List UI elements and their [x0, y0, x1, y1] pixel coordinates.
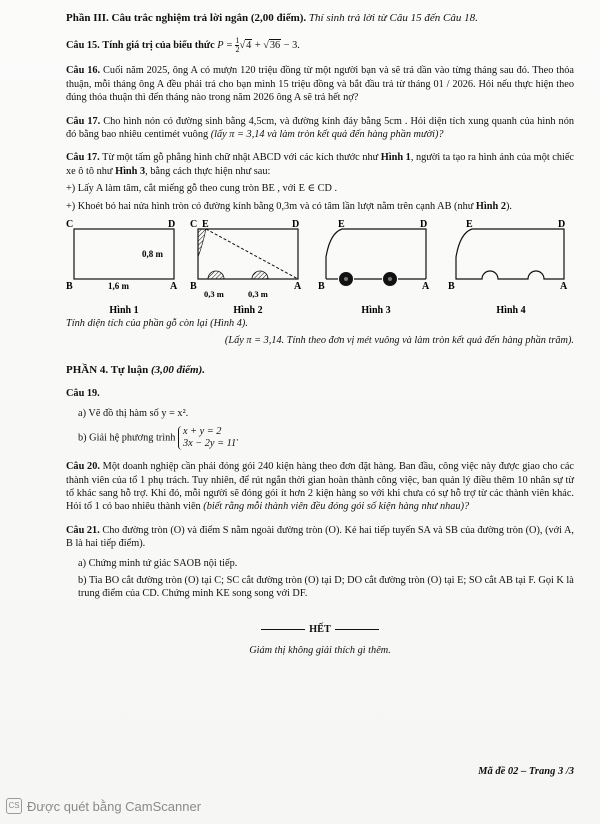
caption-2: Hình 2: [233, 305, 263, 317]
svg-text:B: B: [448, 281, 455, 293]
label-a: A: [170, 281, 178, 293]
svg-text:B: B: [190, 281, 197, 293]
label-width: 1,6 m: [108, 281, 129, 292]
question-17-note: (Lấy π = 3,14. Tính theo đơn vị mét vuông và làm tròn kết quả đến hàng phần trăm).: [224, 335, 574, 347]
svg-text:E: E: [466, 219, 473, 231]
caption-4: Hình 4: [496, 305, 526, 317]
figure-3: [316, 217, 436, 317]
label-d: D: [168, 219, 176, 231]
caption-3: Hình 3: [361, 305, 391, 317]
svg-text:C: C: [190, 219, 198, 231]
step-1: +) Lấy A làm tâm, cắt miếng gỗ theo cung tròn BE , với E ∈ CD .: [66, 183, 338, 195]
svg-text:B: B: [318, 281, 325, 293]
camscanner-icon: CS: [6, 798, 22, 814]
camscanner-watermark: CS Được quét bằng CamScanner: [6, 798, 201, 814]
half-circle-right: [252, 271, 268, 279]
caption-1: Hình 1: [109, 305, 139, 317]
fraction: $\frac{1}{2}$: [235, 36, 240, 55]
question-17-ask: Tính diện tích của phần gỗ còn lại (Hình 4).: [66, 318, 248, 330]
figure-4: [446, 217, 576, 317]
label-b: B: [66, 281, 73, 293]
label-c: C: [66, 219, 74, 231]
question-15: Câu 15. Tính giá trị của biểu thức P = $\frac{1}{2}$ √4 + √36 − 3.: [66, 36, 300, 55]
invigilator-note: Giám thị không giải thích gì thêm.: [249, 645, 391, 657]
part3-heading: Phần III. Câu trắc nghiệm trả lời ngắn (2,00 điểm). Thí sinh trả lời từ Câu 15 đến Câu 18.: [66, 12, 478, 24]
equation-system: x + y = 2 3x − 2y = 11: [178, 426, 236, 450]
question-17-wood: Câu 17. Từ một tấm gỗ phẳng hình chữ nhật ABCD với các kích thước như Hình 1, người ta tạo ra hình ảnh của một chiếc xe ô tô như Hình 3, bằng cách thực hiện như sau:: [66, 152, 575, 177]
step-2: +) Khoét bỏ hai nửa hình tròn có đường kính bằng 0,3m và có tâm lần lượt nằm trên cạnh AB (như Hình 2).: [66, 200, 512, 212]
svg-text:E: E: [338, 219, 345, 231]
car-body: [326, 229, 426, 279]
question-19-a: a) Vẽ đồ thị hàm số y = x².: [78, 407, 189, 419]
label-height: 0,8 m: [142, 249, 163, 260]
question-21: Câu 21. Cho đường tròn (O) và điểm S nằm ngoài đường tròn (O). Kẻ hai tiếp tuyến SA và SB của đường tròn (O), (với A, B là hai tiếp điểm).: [66, 524, 574, 550]
svg-text:E: E: [202, 219, 209, 231]
svg-text:A: A: [560, 281, 568, 293]
svg-text:D: D: [292, 219, 300, 231]
end-marker: HẾT: [66, 623, 574, 636]
svg-text:0,3 m: 0,3 m: [248, 289, 268, 300]
svg-text:0,3 m: 0,3 m: [204, 289, 224, 300]
part4-heading: PHẦN 4. Tự luận (3,00 điểm).: [66, 363, 206, 376]
svg-text:A: A: [422, 281, 430, 293]
svg-text:D: D: [420, 219, 428, 231]
question-19-b: b) Giải hệ phương trình x + y = 2 3x − 2y = 11 .: [78, 426, 239, 450]
figures-row: [66, 217, 574, 317]
figure-2: [188, 217, 308, 317]
svg-text:A: A: [294, 281, 302, 293]
question-21-a: a) Chứng minh tứ giác SAOB nội tiếp.: [78, 557, 238, 569]
svg-text:D: D: [558, 219, 566, 231]
page-footer: Mã đề 02 – Trang 3 /3: [478, 766, 574, 777]
question-20: Câu 20. Một doanh nghiệp cần phải đóng gói 240 kiện hàng theo đơn đặt hàng. Ban đầu, công việc này được giao cho các thành viên của tổ 1 phụ trách. Tuy nhiên, để rút ngắn thời gian hoàn thành công việc, ban quản lý điều thêm 10 nhân sự từ tổ khác sang hỗ trợ. Khi đó, mỗi người sẽ đóng gói ít hơn 2 kiện hàng so với khi chưa có sự hỗ trợ từ các thành viên khác. Hỏi tổ 1 có bao nhiêu thành viên (biết rằng mỗi thành viên đều đóng gói số kiện hàng như nhau)?: [66, 461, 574, 513]
question-17-cone: Câu 17. Cho hình nón có đường sinh bằng 4,5cm, và đường kính đáy bằng 5cm . Hỏi diện tích xung quanh của hình nón đó bằng bao nhiêu centimét vuông (lấy π = 3,14 và làm tròn kết quả đến hàng phần mười)?: [66, 115, 574, 141]
exam-content: [66, 10, 574, 658]
figure-1: [64, 217, 184, 317]
remaining-wood-shape: [456, 229, 564, 279]
question-19-label: Câu 19.: [66, 388, 100, 400]
half-circle-left: [208, 271, 224, 279]
hatched-corner: [198, 229, 206, 257]
question-21-b: b) Tia BO cắt đường tròn (O) tại C; SC cắt đường tròn (O) tại D; DO cắt đường tròn (O) tại E; SO cắt AB tại F. Gọi K là trung điểm của CD. Chứng minh KE song song với DF.: [78, 574, 574, 600]
question-16: Câu 16. Cuối năm 2025, ông A có mượn 120 triệu đồng từ một người bạn và sẽ trả dần vào từng tháng sau đó. Theo thỏa thuận, mỗi tháng ông A đều phải trả cho bạn mình 15 triệu đồng và bắt đầu trả từ tháng 01 / 2026. Hỏi nếu thực hiện theo đúng thỏa thuận thì đến tháng nào trong năm 2026 ông A sẽ trả hết nợ?: [66, 65, 574, 104]
